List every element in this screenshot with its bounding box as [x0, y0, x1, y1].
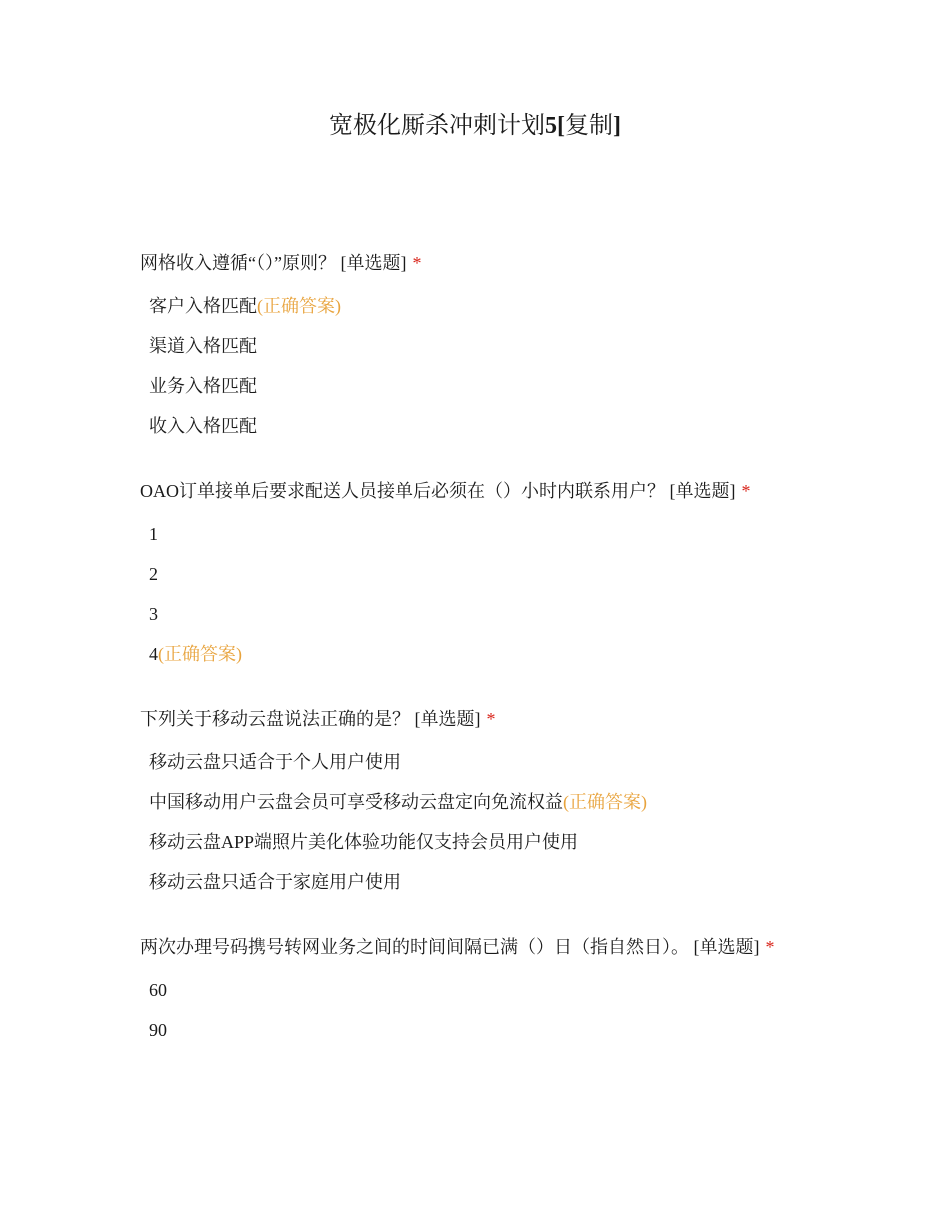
option-text: 客户入格匹配 [149, 296, 257, 316]
title-main: 宽极化厮杀冲刺计划 [329, 113, 545, 139]
option-text: 2 [149, 564, 158, 584]
question-4 [140, 932, 920, 1050]
question-stem [140, 704, 920, 734]
page-title: 宽极化厮杀冲刺计划5[复制] [329, 113, 621, 139]
option-text: 3 [149, 604, 158, 624]
question-text: OAO订单接单后要求配送人员接单后必须在（）小时内联系用户？ [140, 481, 665, 501]
option [140, 286, 920, 326]
option [140, 970, 920, 1010]
correct-answer-label: (正确答案) [563, 792, 647, 812]
question-stem [140, 932, 920, 962]
option [140, 862, 920, 902]
required-mark: * [412, 253, 422, 273]
question-type: [单选题] [335, 253, 407, 273]
option [140, 366, 920, 406]
question-text: 下列关于移动云盘说法正确的是？ [140, 709, 410, 729]
question-type: [单选题] [665, 481, 736, 501]
question-2 [140, 476, 920, 674]
question-text: 两次办理号码携号转网业务之间的时间间隔已满（）日（指自然日）。 [140, 937, 689, 957]
option [140, 782, 920, 822]
option-text: 渠道入格匹配 [149, 336, 257, 356]
title-suffix-text: 复制 [565, 113, 613, 139]
option-text: 1 [149, 524, 158, 544]
option [140, 326, 920, 366]
option [140, 1010, 920, 1050]
option-text: 移动云盘APP端照片美化体验功能仅支持会员用户使用 [149, 832, 579, 852]
option-text: 4 [149, 644, 158, 664]
option [140, 822, 920, 862]
option-text: 收入入格匹配 [149, 416, 257, 436]
question-stem [140, 476, 920, 506]
question-1 [140, 248, 920, 446]
option-text: 60 [149, 980, 167, 1000]
option [140, 634, 920, 674]
question-stem [140, 248, 920, 278]
question-3 [140, 704, 920, 902]
question-type: [单选题] [410, 709, 481, 729]
correct-answer-label: (正确答案) [158, 644, 242, 664]
option [140, 554, 920, 594]
option-text: 90 [149, 1020, 167, 1040]
option-text: 中国移动用户云盘会员可享受移动云盘定向免流权益 [149, 792, 563, 812]
question-list [140, 248, 920, 1080]
required-mark: * [765, 937, 775, 957]
required-mark: * [741, 481, 751, 501]
question-text: 网格收入遵循“（）”原则？ [140, 253, 336, 273]
option-text: 业务入格匹配 [149, 376, 257, 396]
option [140, 406, 920, 446]
option-text: 移动云盘只适合于家庭用户使用 [149, 872, 401, 892]
correct-answer-label: (正确答案) [257, 296, 341, 316]
option [140, 742, 920, 782]
required-mark: * [486, 709, 496, 729]
option-text: 移动云盘只适合于个人用户使用 [149, 752, 401, 772]
option [140, 514, 920, 554]
option [140, 594, 920, 634]
title-number: 5 [545, 113, 557, 139]
question-type: [单选题] [689, 937, 760, 957]
